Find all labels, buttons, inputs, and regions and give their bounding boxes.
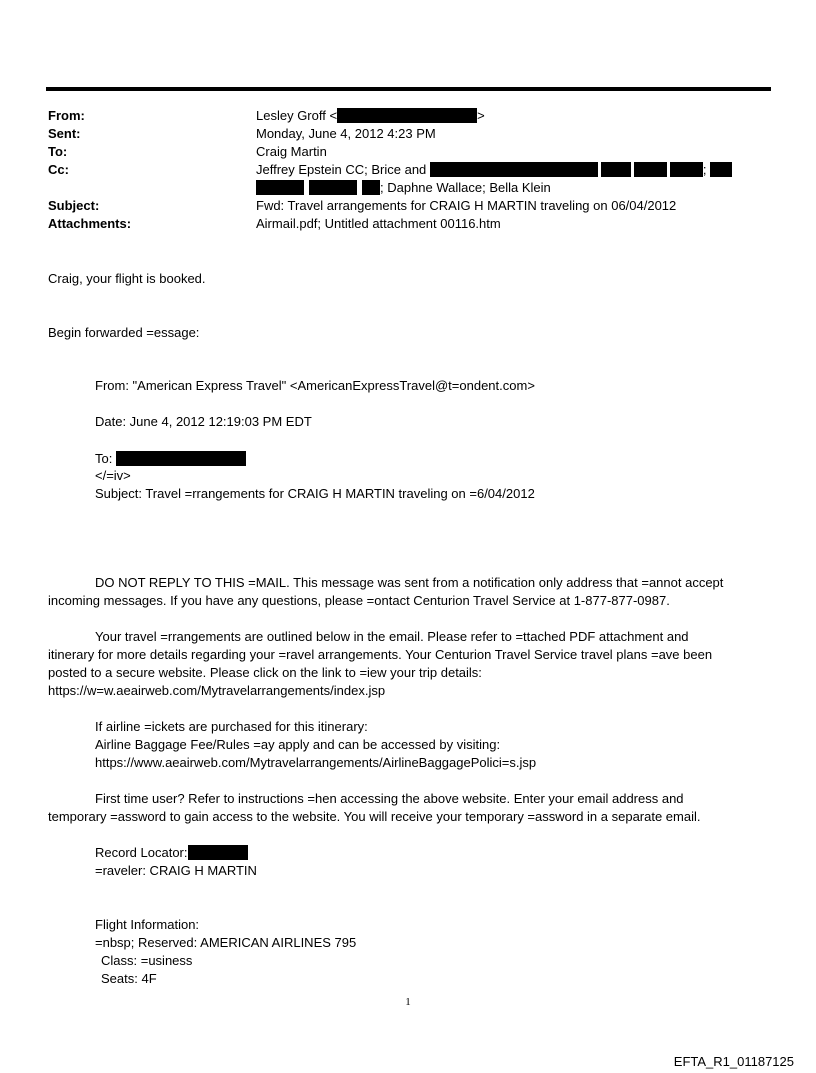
from-close: >	[477, 108, 485, 123]
paragraph-3-line-1: If airline =ickets are purchased for this itinerary:	[95, 719, 368, 734]
forwarded-from: From: "American Express Travel" <AmericanExpressTravel@t=ondent.com>	[95, 378, 535, 393]
redaction-box	[256, 180, 304, 195]
redaction-box	[634, 162, 667, 177]
paragraph-2-line-3: posted to a secure website. Please click on the link to =iew your trip details:	[48, 665, 482, 680]
forwarded-date: Date: June 4, 2012 12:19:03 PM EDT	[95, 414, 312, 429]
redaction-box	[337, 108, 477, 123]
paragraph-4-line-2: temporary =assword to gain access to the website. You will receive your temporary =assword in a separate email.	[48, 809, 701, 824]
redaction-box	[601, 162, 631, 177]
paragraph-4-line-1: First time user? Refer to instructions =hen accessing the above website. Enter your email address and	[95, 791, 684, 806]
cc-value: Jeffrey Epstein CC; Brice and	[256, 162, 427, 177]
to-value: Craig Martin	[256, 144, 327, 159]
paragraph-1-line-1: DO NOT REPLY TO THIS =MAIL. This message was sent from a notification only address that =annot accept	[95, 575, 724, 590]
subject-label: Subject:	[48, 198, 100, 213]
redaction-box	[362, 180, 380, 195]
paragraph-2-line-1: Your travel =rrangements are outlined below in the email. Please refer to =ttached PDF attachment and	[95, 629, 689, 644]
sent-value: Monday, June 4, 2012 4:23 PM	[256, 126, 436, 141]
paragraph-1-line-2: incoming messages. If you have any questions, please =ontact Centurion Travel Service at 1-877-877-0987.	[48, 593, 670, 608]
sent-label: Sent:	[48, 126, 81, 141]
to-row	[48, 143, 768, 161]
from-value: Lesley Groff <	[256, 108, 338, 123]
subject-row	[48, 197, 768, 215]
page-number: 1	[405, 996, 411, 1008]
attachments-value: Airmail.pdf; Untitled attachment 00116.htm	[256, 216, 501, 231]
record-locator-label: Record Locator:	[95, 845, 188, 860]
redaction-box	[188, 845, 248, 860]
forwarded-div-tag: </=iv>	[95, 468, 131, 483]
flight-information-label: Flight Information:	[95, 917, 200, 932]
cc-label: Cc:	[48, 162, 69, 177]
cc-value-continued: ; Daphne Wallace; Bella Klein	[380, 180, 551, 195]
from-row	[48, 107, 768, 125]
redaction-box	[670, 162, 703, 177]
sent-row	[48, 125, 768, 143]
to-label: To:	[48, 144, 68, 159]
baggage-policy-link[interactable]: https://www.aeairweb.com/Mytravelarrangements/AirlineBaggagePolici=s.jsp	[95, 755, 537, 770]
redaction-box	[710, 162, 732, 177]
redaction-box	[430, 162, 598, 177]
from-label: From:	[48, 108, 85, 123]
attachments-label: Attachments:	[48, 216, 132, 231]
subject-value: Fwd: Travel arrangements for CRAIG H MARTIN traveling on 06/04/2012	[256, 198, 677, 213]
paragraph-3-line-2: Airline Baggage Fee/Rules =ay apply and can be accessed by visiting:	[95, 737, 501, 752]
attachments-row	[48, 215, 768, 233]
redaction-box	[116, 451, 246, 466]
booked-line: Craig, your flight is booked.	[48, 271, 206, 286]
cc-semicolon: ;	[702, 162, 707, 177]
header-rule	[46, 87, 771, 91]
flight-reserved: =nbsp; Reserved: AMERICAN AIRLINES 795	[95, 935, 357, 950]
flight-seats: Seats: 4F	[101, 971, 157, 986]
itinerary-link[interactable]: https://w=w.aeairweb.com/Mytravelarrangements/index.jsp	[48, 683, 386, 698]
document-id: EFTA_R1_01187125	[673, 1054, 794, 1069]
cc-row-continued	[48, 179, 768, 197]
cc-row	[48, 161, 768, 179]
paragraph-2-line-2: itinerary for more details regarding your =ravel arrangements. Your Centurion Travel Service travel plans =ave been	[48, 647, 713, 662]
email-header	[48, 107, 768, 233]
traveler-name: =raveler: CRAIG H MARTIN	[95, 863, 257, 878]
redaction-box	[309, 180, 357, 195]
begin-forwarded-line: Begin forwarded =essage:	[48, 325, 200, 340]
flight-class: Class: =usiness	[101, 953, 193, 968]
forwarded-to: To:	[95, 451, 113, 466]
forwarded-subject: Subject: Travel =rrangements for CRAIG H MARTIN traveling on =6/04/2012	[95, 486, 535, 501]
